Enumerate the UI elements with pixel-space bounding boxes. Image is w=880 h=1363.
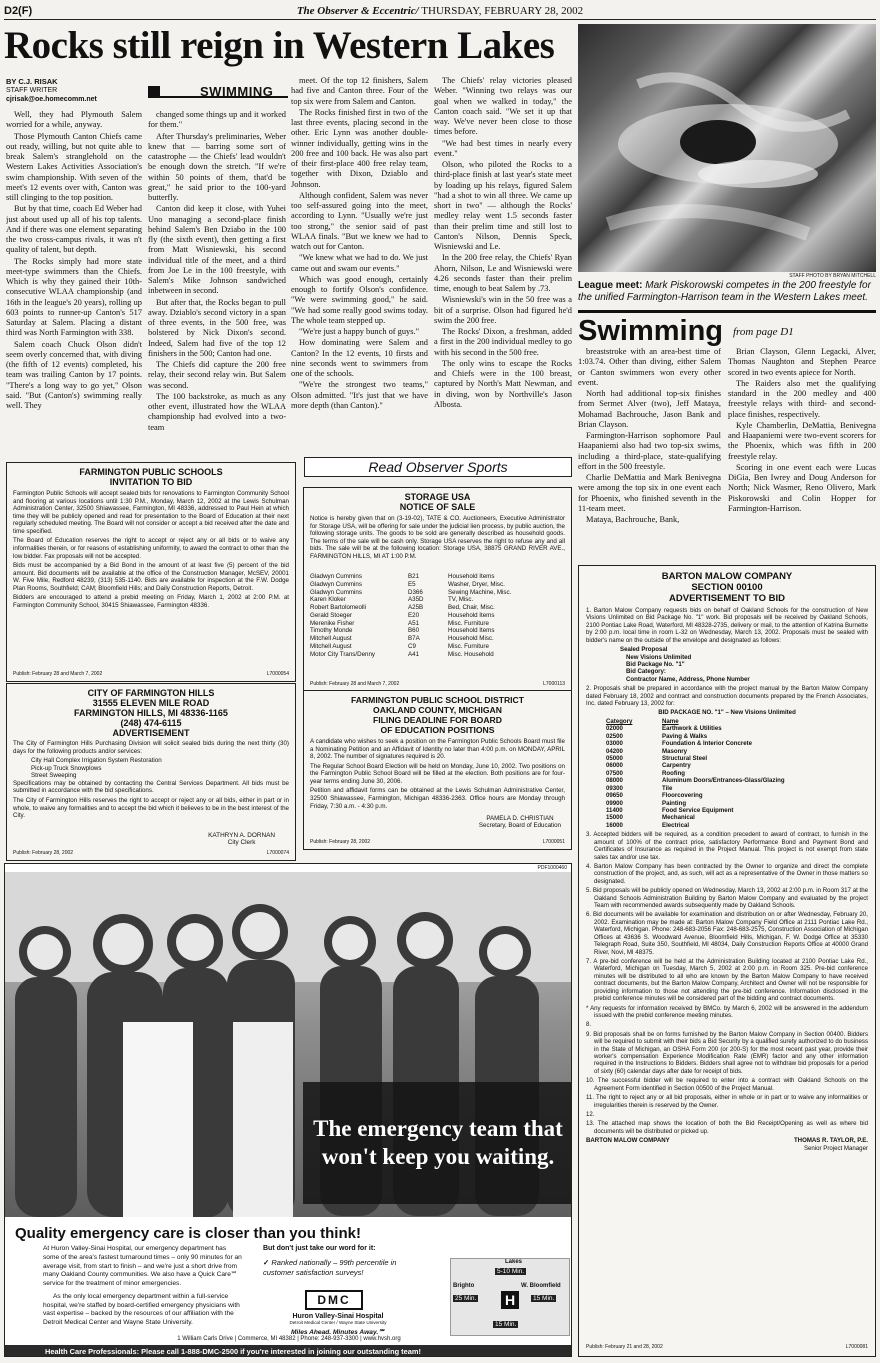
ad-barton-company: BARTON MALOW COMPANY (586, 1137, 670, 1145)
ad-storage-code: L7000113 (543, 681, 565, 687)
ad-district-heading1: FILING DEADLINE FOR BOARD (373, 715, 502, 725)
hospital-headline-text: The emergency team that won't keep you waiting. (313, 1116, 563, 1169)
barton-category-row: 02500 Paving & Walks (606, 732, 708, 740)
swimming-tag-icon (148, 86, 160, 98)
ad-storage-usa (303, 487, 572, 692)
ad-district-heading2: OF EDUCATION POSITIONS (380, 725, 495, 735)
hospital-map (450, 1258, 570, 1336)
barton-category-row: 06000 Carpentry (606, 762, 691, 770)
ad-fps-publish: Publish: February 28 and March 7, 2002 (13, 671, 103, 677)
storage-unit-row: Gladwyn Cummins D366 Sewing Machine, Misc. (310, 588, 512, 596)
ad-barton-section: SECTION 00100 (691, 582, 763, 593)
ad-barton-signer-title: Senior Project Manager (803, 1144, 868, 1152)
byline-author: BY C.J. RISAK (6, 77, 58, 86)
swimming-jump-column-1: breaststroke with an area-best time of 1:03.74. Other than diving, either Salem or Canton swimmers won every other event. North had additional top-six finishes from Sermet Alver (two), Jeff Mataya, Mohamad Bachrouche, Jason Bank and Brian Clayson. Farmington-Harrison sophomore Paul Haapaniemi also had two top-six swims, including a third-place, state-qualifying effort in the 500 freestyle. Charlie DeMattia and Mark Benivegna were among the top six in one event each for Phoenix, who finished seventh in the 11-team meet. Mataya, Bachrouche, Bank, (578, 347, 721, 524)
swimming-jump-header (578, 310, 876, 347)
ad-city-code: L7000074 (266, 850, 289, 856)
paper-name: The Observer & Eccentric/ (296, 5, 419, 17)
ad-city-body: The City of Farmington Hills Purchasing Division will solicit sealed bids during the next thirty (30) days for the following products and/or services: City Hall Complex Irrigation System Restoration Pick-up Truck Snowplows Street Sweeping Specifications may be obtained by contacting the Central Services Department. All bids must be submitted in accordance with the bid specifications. The City of Farmington Hills reserves the right to accept or reject any or all bids, either in part or in whole, to waive any formalities and to accept the bid which it believes to be in the best interest of the City. (13, 740, 289, 820)
masthead (4, 4, 876, 20)
ad-fps-title: FARMINGTON PUBLIC SCHOOLS (79, 467, 223, 477)
dmc-logo (305, 1290, 363, 1310)
barton-category-row: 09650 Floorcovering (606, 792, 703, 800)
ad-barton-publish: Publish: February 21 and 28, 2002 (586, 1344, 663, 1350)
ad-fps-code: L7000054 (266, 671, 289, 677)
ad-barton-category-header: Category Name (606, 717, 679, 725)
storage-unit-row: Motor City Trans/Denny A41 Misc. Household (310, 650, 494, 658)
ad-barton-signer: THOMAS R. TAYLOR, P.E. (793, 1137, 868, 1145)
storage-unit-row: Karen Kloker A35D TV, Misc. (310, 596, 474, 604)
hospital-dont-take: But don't just take our word for it: (263, 1245, 376, 1252)
photo-caption-text: Mark Piskorowski competes in the 200 freestyle for the unified Farmington-Harrison team in the Western Lakes meet. (578, 280, 871, 303)
map-label-lakes: Lakes (505, 1259, 523, 1265)
ad-huron-valley-sinai (4, 863, 572, 1357)
ad-district-body: A candidate who wishes to seek a position on the Farmington Public Schools Board must file a Nominating Petition and an Affidavit of Identity no later than 4:00 p.m. on MONDAY, APRIL 8, 2002. The number of signatures required is 20. The Regular School Board Election will be held on Monday, June 10, 2002. Two positions on the Farmington Public School Board will be filled at the election. Both positions are for four-year terms ending June 30, 2006. Petition and affidavit forms can be obtained at the Lewis Schulman Administrative Center, 32500 Shiawassee, Farmington, Michigan 48336-2363. Office hours are Monday through Friday, 7:30 a.m. - 4:30 p.m. (310, 738, 565, 810)
article-column-4: The Chiefs' relay victories pleased Weber. "Winning two relays was our goal when we walked in today," the Canton coach said. "We set it up that way. We've never been close to those times before. "We had best times in nearly every event." Olson, who piloted the Rocks to a third-place finish at last year's state meet by loading up his relays, figured Salem "had a shot to win all three. We came up short in two" — although the Rocks' medley relay went 1.5 seconds faster than their prelim time and still lost to Canton's Nilson, Dennis Speck, Wisniewski and Le. In the 200 free relay, the Chiefs' Ryan Ahorn, Nilson, Le and Wisniewski were 4.26 seconds faster than their prelim time, enough to beat Salem by .73. Wisniewski's win in the 50 free was a bit of a surprise. Olson had figured he'd swim the 200 free. The Rocks' Dixon, a freshman, added a first in the 200 individual medley to go with his second in the 500 free. The only wins to escape the Rocks and Chiefs were in the 100 breast, captured by North's Matt Newman, and in diving, won by Northville's Jason Albosta. (434, 76, 572, 409)
map-label-brighton: Brighto (453, 1283, 475, 1289)
photo-credit: STAFF PHOTO BY BRYAN MITCHELL (789, 273, 876, 279)
storage-unit-row: Timothy Monde B60 Household Items (310, 627, 495, 635)
ad-city-title: CITY OF FARMINGTON HILLS (87, 688, 215, 698)
barton-item: 12. (586, 1111, 595, 1118)
page-number: D2(F) (4, 5, 33, 17)
barton-item: 3. Accepted bidders will be required, as a condition precedent to award of contract, to furnish in the amount of 100% of the contract price, satisfactory Performance Bond and Payment Bond and Certificates of Insurance as required in the Project Manual. This project is not exempt from state sales tax and/or use tax. (586, 831, 868, 861)
ad-storage-title: STORAGE USA (404, 492, 471, 502)
map-time-lakes: 5-10 Min. (497, 1268, 525, 1275)
storage-unit-row: Mitchell August B7A Household Misc. (310, 635, 494, 642)
hospital-quality-heading: Quality emergency care is closer than you think! (15, 1225, 361, 1242)
article-column-1: Well, they had Plymouth Salem worried for a while, anyway. Those Plymouth Canton Chiefs came out ready, willing, but not quite able to break Salem's stranglehold on the Western Lakes Activities Association's swim championship. With seven of the meet's 12 events over with, Canton was still clinging to the top position. But by that time, coach Ed Weber had just about used up all of his top talents. And if there was one element separating the two cross-campus rivals, it was n't quality of talent, but depth. The Rocks simply had more state meet-type swimmers than the Chiefs. Which is why they gained their 10th-consecutive WLAA championship (and 16th in the league's 20 years), rolling up 603 points to runner-up Canton's 517 Saturday at Salem. Placing a distant third was North Farmington with 338. Salem coach Chuck Olson didn't seem overly concerned that, with diving (the fifth of 12 events) completed, his team was trailing Canton by 17 points. "There's a long way to go yet," Olson said. "But (Canton's) swimming really well. They (6, 110, 142, 410)
map-time-south: 15 Min. (495, 1321, 517, 1328)
barton-category-row: 09900 Painting (606, 799, 687, 807)
ad-farmington-schools (6, 462, 296, 682)
swim-photo (578, 24, 876, 272)
barton-item: 6. Bid documents will be available for examination and distribution on or after Wednesday, February 20, 2002. Examination may be made at: Barton Malow Company Field Office at 2111 Pontiac Lake Rd., Waterford, Michigan. Phone: 248-683-2056 Fax: 248-683-2575, Construction Association of Michigan Offices at 43636 S. Woodward Avenue, Bloomfield Hills, Michigan, F. W. Dodge Office at 35330 Telegraph Road, Suite 350, Southfield, MI 48034, Daily Construction Reports Office at 40000 Grand River, Novi, MI 48375. (586, 911, 868, 956)
storage-unit-row: Gerald Stoeger E20 Household Items (310, 611, 495, 619)
ad-district-county: OAKLAND COUNTY, MICHIGAN (373, 705, 502, 715)
swimming-jump-from: from page D1 (733, 326, 794, 338)
barton-item: 9. Bid proposals shall be on forms furnished by the Barton Malow Company in Section 00400. Bidders will be required to submit with their bids a Bid Security by a qualified surety authorized to do business in the State of Michigan, an OSHA Form 200 (or 200-S) for the most recent past year, provide their worker's compensation Experience Modification Rate (EMR) factor and any other information required in the Instructions to Bidders. Bidders shall agree not to withdraw bid proposals for a period of sixty (60) calendar days after date for receipt of bids. (586, 1030, 868, 1075)
ad-storage-subtitle: NOTICE OF SALE (399, 502, 476, 512)
ad-school-district (303, 690, 572, 850)
barton-category-row: 07500 Roofing (606, 769, 686, 777)
hospital-address: 1 William Carls Drive | Commerce, MI 48382 | Phone: 248-937-3300 | www.hvsh.org (177, 1336, 401, 1342)
barton-item: 4. Barton Malow Company has been contracted by the Owner to organize and direct the complete construction of the project, and, as such, will act as a representative of the Owner in those matters so designated. (586, 862, 868, 885)
ad-city-signer: KATHRYN A. DORNAN (208, 832, 275, 839)
barton-category-row: 09300 Tile (606, 784, 673, 792)
swimming-tag-label: SWIMMING (200, 84, 274, 99)
photo-caption (578, 280, 876, 304)
storage-unit-row: Mitchell August C9 Misc. Furniture (310, 642, 489, 650)
ad-barton-categories (586, 725, 868, 829)
ad-city-signer-title: City Clerk (227, 839, 256, 846)
ad-city-publish: Publish: February 28, 2002 (13, 850, 74, 856)
dmc-logo-text: DMC (317, 1293, 351, 1307)
hospital-footer-bar (5, 1345, 572, 1357)
map-label-bloomfield: W. Bloomfield (521, 1283, 561, 1289)
byline-role: STAFF WRITER (6, 87, 58, 94)
hospital-headline-overlay (303, 1082, 572, 1204)
ad-city-address: 31555 ELEVEN MILE ROAD (92, 698, 210, 708)
article-column-2: changed some things up and it worked for them." After Thursday's preliminaries, Weber knew that — barring some sort of catastrophe — the Chiefs' lead wouldn't be enough down the stretch. "If we're within 50 points of them, that'd be great," he said prior to the 100-yard butterfly. Canton did keep it close, with Yuhei Uno managing a second-place finish behind Salem's Ben Dziabo in the 100 fly (the sixth event), then getting a first from Matt Wisniewski, his second individual title of the meet, and a third from Joe Le in the 100 freestyle, with Salem's Mike Johnson sandwiched inbetween in second. But after that, the Rocks began to pull away. Dziablo's second victory in a span of three events, in the 500 free, was bolstered by Nick Dixon's second. Indeed, Salem had five of the top 12 finishers in the 500; Canton had one. The Chiefs did capture the 200 free relay, their second relay win. But Salem was second. The 100 backstroke, as much as any other event, illustrated how the WLAA championship had evolved into a two-team (148, 110, 286, 432)
barton-item: 5. Bid proposals will be publicly opened on Wednesday, March 13, 2002 at 2:00 p.m. in Room 317 at the Oakland Schools Administration Building by Barton Malow Company and evaluated by the project Team with recommended awards subsequently made by Oakland Schools. (586, 887, 868, 910)
barton-item: 8. (586, 1021, 592, 1029)
barton-category-row: 02000 Earthwork & Utilities (606, 725, 722, 733)
barton-category-row: 16000 Electrical (606, 821, 690, 829)
hospital-footer-text: Health Care Professionals: Please call 1-888-DMC-2500 if you're interested in joining our outstanding team! (45, 1347, 421, 1356)
barton-item: * Any requests for information received by BMCo. by March 6, 2002 will be answered in the addendum issued with the prebid conference meeting minutes. (586, 1004, 868, 1019)
byline-email: cjrisak@oe.homecomm.net (6, 96, 97, 103)
ad-barton-title: BARTON MALOW COMPANY (661, 571, 793, 582)
storage-unit-row: Gladwyn Cummins E5 Washer, Dryer, Misc. (310, 580, 505, 588)
ad-district-title: FARMINGTON PUBLIC SCHOOL DISTRICT (351, 695, 524, 705)
ad-hospital-code: PDF1000460 (537, 865, 567, 871)
barton-category-row: 11400 Food Service Equipment (606, 806, 734, 814)
swimming-jump-column-2: Brian Clayson, Glenn Legacki, Alver, Thomas Naughton and Stephen Pearce scored in two events apiece for North. The Raiders also met the qualifying standard in the 200 medley and 400 freestyle relays with third- and second-place finishes, respectively. Kyle Chamberlin, DeMattia, Benivegna and Haapaniemi were two-event scorers for the Phoenix, which was fifth in 200 freestyle relay. Scoring in one event each were Lucas DiGia, Ben Iwrey and Doug Anderson for North; Nick Wasmer, Reno Olivero, Mark Piskorowski and Colin Hopper for Farmington-Harrison. (728, 347, 876, 513)
ad-barton-malow (578, 565, 876, 1357)
hospital-ranked: ✓ Ranked nationally – 99th percentile in customer satisfaction surveys! (263, 1258, 397, 1277)
ad-district-code: L7000051 (542, 839, 565, 845)
storage-unit-row: Gladwyn Cummins B21 Household Items (310, 573, 495, 580)
ad-district-publish: Publish: February 28, 2002 (310, 839, 371, 845)
swimming-tag (148, 84, 288, 98)
swimmer-illustration (578, 24, 876, 272)
ad-district-signer-title: Secretary, Board of Education (478, 822, 561, 829)
storage-units-table (310, 573, 565, 658)
hospital-name: Huron Valley-Sinai Hospital (292, 1313, 384, 1320)
hospital-affiliation: Detroit Medical Center / Wayne State University (289, 1320, 387, 1325)
photo-caption-lead: League meet: (578, 280, 643, 291)
barton-item: 7. A pre-bid conference will be held at the Administration Building located at 2100 Pontiac Lake Rd., Waterford, Michigan on Tuesday, March 5, 2002 at 2:00 p.m. in Room 325. Pre-bid conference minutes will be distributed to all who are known by the Barton Malow Company to have received contract documents, but the Barton Malow Company, Architect and Owner will not be responsible for providing information to those not attending the pre-bid conference. Information disclosed in the prebid conference minutes will be considered part of the bidding and contract documents. (586, 957, 868, 1003)
storage-unit-row: Robert Bartolomeolli A25B Bed, Chair, Misc. (310, 604, 495, 611)
check-icon: ✓ (263, 1258, 272, 1267)
ad-fps-body: Farmington Public Schools will accept sealed bids for renovations to Farmington Community School and flooring at various locations until 1:30 P.M., Monday, March 12, 2002 at the Lewis Schulman Administration Center, 32500 Shiawassee, Farmington, MI 48336, addressed to Paul Hein at which time they will be publicly opened and read for presentation to the Board of Education at their next regularly scheduled meeting. The Board will not consider or accept a bid received after the date and time specified. The Board of Education reserves the right to accept or reject any or all bids or to waive any informalities therein, or for reasons of establishing uniformity, to award the contract to other than the low bidder. Fax proposals will not be accepted. Bids must be accompanied by a Bid Bond in the amount of at least five (5) percent of the bid amount. Bid documents will be available at the office of the Construction Manager, McSEV, 20001 W. Five Mile, Redford 48239, (313) 535-1140. Bids are available for inspection at the F.W. Dodge Plan Rooms, Southfield; CAM; Bloomfield Hills; and Daily Construction Reports, Detroit. Bidders are encouraged to attend a prebid meeting on Friday, March 1, 2002 at 2:00 P.M. at Farmington Community School, 30415 Shiawassee, Farmington 48336. (13, 490, 289, 609)
read-observer-sports-text: Read Observer Sports (368, 459, 508, 475)
ad-city-heading: ADVERTISEMENT (112, 728, 190, 738)
ad-city-phone: (248) 474-6115 (120, 718, 182, 728)
hospital-slogan: Miles Ahead. Minutes Away.℠ (291, 1329, 385, 1336)
barton-category-row: 04200 Masonry (606, 747, 688, 755)
barton-item: 13. The attached map shows the location of both the Bid Receipt/Opening as well as where bid documents will be distributed or picked up. (586, 1120, 868, 1135)
ad-barton-body: 1. Barton Malow Company requests bids on behalf of Oakland Schools for the construction of New Visions Unlimited on Bid Package No. "1" work. Bid proposals will be received by Oakland Schools, 2100 Pontiac Lake Road, Waterford, MI 48328-2735, delivery or mail, to the attention of Katrina Burnette by 2:00 p.m. local time in room L-32 on Wednesday, March 13, 2002. Proposals must be sealed with bidder's name on the outside of the envelope and designated as follows: Sealed Proposal New Visions Unlimited Bid Package No. "1" Bid Category: Contractor Name, Address, Phone Number 2. Proposals shall be prepared in accordance with the project manual by the Barton Malow Company dated February 18, 2002 and contract and construction documents prepared by the French Associates, Inc. dated February 13, 2002 for: BID PACKAGE NO. "1" – New Visions Unlimited Category Name 02000 Earthwork & Utilities 02500 Paving & Walks 03000 Foundation & Interior Concrete 04200 Masonry 05000 Structural Steel 06000 Carpentry 07500 Roofing 08000 Aluminum Doors/Entrances-Glass/Glazing 09300 Tile 09650 Floorcovering 09900 Painting 11400 Food Service Equipment 15000 Mechanical 16000 Electrical 3. Accepted bidders will be required, as a condition precedent to award of contract, to furnish in the amount of 100% of the contract price, satisfactory Performance Bond and Payment Bond and Certificates of Insurance as required in the Project Manual. This project is not exempt from state sales tax and/or use tax. 4. Barton Malow Company has been contracted by the Owner to organize and direct the complete construction of the project, and, as such, will act as a representative of the Owner in those matters so designated. 5. Bid proposals will be publicly opened on Wednesday, March 13, 2002 at 2:00 p.m. in Room 317 at the Oakland Schools Administration Building by Barton Malow Company and evaluated by the project Team with recommended awards subsequently made by Oakland Schools. 6. Bid documents will be available for examination and distribution on or after Wednesday, February 20, 2002. Examination may be made at: Barton Malow Company Field Office at 2111 Pontiac Lake Rd., Waterford, Michigan. Phone: 248-683-2056 Fax: 248-683-2575, Construction Association of Michigan Offices at 43636 S. Woodward Avenue, Bloomfield Hills, Michigan, F. W. Dodge Office at 35330 Telegraph Road, Suite 350, Southfield, MI 48034, Daily Construction Reports Office at 40000 Grand River, Novi, MI 48375. 7. A pre-bid conference will be held at the Administration Building located at 2100 Pontiac Lake Rd., Waterford, Michigan on Tuesday, March 5, 2002 at 2:00 p.m. in Room 325. Pre-bid conference minutes will be distributed to all who are known by the Barton Malow Company to have received contract documents, but the Barton Malow Company, Architect and Owner will not be responsible for providing information to those not attending the pre-bid conference. Information disclosed in the prebid conference minutes will be considered part of the bidding and contract documents. * Any requests for information received by BMCo. by March 6, 2002 will be answered in the addendum issued with the prebid conference meeting minutes. 8. 9. Bid proposals shall be on forms furnished by the Barton Malow Company in Section 00400. Bidders will be required to submit with their bids a Bid Security by a qualified surety authorized to do business in the State of Michigan, an OSHA Form 200 (or 200-S) for the most recent past year, provide their worker's compensation Experience Modification Rate (EMR) factor and any other information required in the Instructions to Bidders. Bidders shall agree not to withdraw bid proposals for a period of sixty (60) calendar days after date for receipt of bids. 10. The successful bidder will be required to enter into a contract with Oakland Schools on the Agreement Form identified in Section 00500 of the Project Manual. 11. The right to reject any or all bid proposals, either in whole or in part or to waive any informalities or irregularities therein is reserved by the Owner. 12. 13. The attached map shows the location of both the Bid Receipt/Opening as well as where bid documents will be distributed or picked up. BARTON MALOW COMPANY THOMAS R. TAYLOR, P.E. Senior Project Manager (586, 607, 868, 1152)
ad-barton-code: L7000081 (845, 1344, 868, 1350)
ad-barton-envelope: Sealed Proposal New Visions Unlimited Bid Package No. "1" Bid Category: Contractor Name, Address, Phone Number (620, 646, 750, 683)
barton-category-row: 03000 Foundation & Interior Concrete (606, 740, 753, 748)
barton-category-row: 08000 Aluminum Doors/Entrances-Glass/Glazing (606, 777, 785, 785)
map-hospital-marker: H (501, 1291, 519, 1309)
ad-city-citystate: FARMINGTON HILLS, MI 48336-1165 (74, 708, 228, 718)
barton-category-row: 05000 Structural Steel (606, 755, 708, 763)
ad-fps-subtitle: INVITATION TO BID (109, 477, 193, 487)
map-time-brighton: 25 Min. (455, 1295, 477, 1302)
headline: Rocks still reign in Western Lakes (4, 24, 555, 67)
barton-category-row: 15000 Mechanical (606, 814, 695, 822)
ad-barton-package: BID PACKAGE NO. "1" – New Visions Unlimited (658, 709, 796, 717)
swimming-jump-title: Swimming (578, 315, 724, 347)
barton-item: 10. The successful bidder will be required to enter into a contract with Oakland Schools on the Agreement Form identified in Section 00500 of the Project Manual. (586, 1077, 868, 1092)
ad-district-signer: PAMELA D. CHRISTIAN (486, 815, 554, 822)
hospital-description: At Huron Valley-Sinai Hospital, our emergency department has some of the area's fastest turnaround times – only 90 minutes for an average visit, from start to finish – and we're just a short drive from many Oakland County communities. We also have a Quick Care℠ service for the treatment of minor emergencies. As the only local emergency department within a full-service hospital, we're staffed by board-certified emergency physicians with vast expertise – backed by the resources of our affiliation with the Detroit Medical Center and Wayne State University. (43, 1245, 242, 1327)
article-column-3: meet. Of the top 12 finishers, Salem had five and Canton three. Four of the top six were from Salem and Canton. The Rocks finished first in two of the last three events, placing second in the other. Eric Lynn was another double-winner individually, getting wins in the 200 free and 100 back. He was also part of their first-place 400 free relay team, together with Dixon, Dziablo and Johnson. Although confident, Salem was never too self-assured going into the meet, according to Lynn. "Usually we're just too strong," the senior said of past WLAA finals. "But we knew we had to watch out for Canton. "We knew what we had to do. We just came out and swam our events." Which was good enough, certainly enough to fortify Olson's confidence. "We were swimming good," he said. "We had some really good swims today. The whole team stepped up. "We're just a happy bunch of guys." How dominating were Salem and Canton? In the 12 events, 10 firsts and nine seconds went to swimmers from one of the schools. "We're the strongest two teams," Olson admitted. "It's just that we have more depth (than Canton)." (291, 76, 428, 410)
ad-barton-subtitle: ADVERTISEMENT TO BID (669, 593, 785, 604)
byline (6, 77, 142, 104)
ad-barton-items (586, 831, 868, 1135)
ad-storage-body: Notice is hereby given that on (3-19-02), TATE & CO. Auctioneers, Executive Administrator for Storage USA, will be offering for sale under the judicial lien process, by public auction, the following storage units. The goods to be sold are generally described as household goods. The terms of the sale will be cash only. Storage USA reserves the right to refuse any and all bids. The sale will be at the following location: Storage USA, 38875 GRAND RIVER AVE., FARMINGTON HILLS, MI AT 1:00 P.M. (310, 515, 565, 560)
barton-item: 11. The right to reject any or all bid proposals, either in whole or in part or to waive any informalities or irregularities therein is reserved by the Owner. (586, 1094, 868, 1109)
storage-unit-row: Merenike Fisher A51 Misc. Furniture (310, 619, 489, 627)
paper-date: THURSDAY, FEBRUARY 28, 2002 (421, 5, 584, 17)
ad-city-farmington-hills (6, 683, 296, 861)
ad-storage-publish: Publish: February 28 and March 7, 2002 (310, 681, 400, 687)
read-observer-sports-banner (304, 457, 572, 477)
map-time-bloomfield: 15 Min. (533, 1295, 555, 1302)
